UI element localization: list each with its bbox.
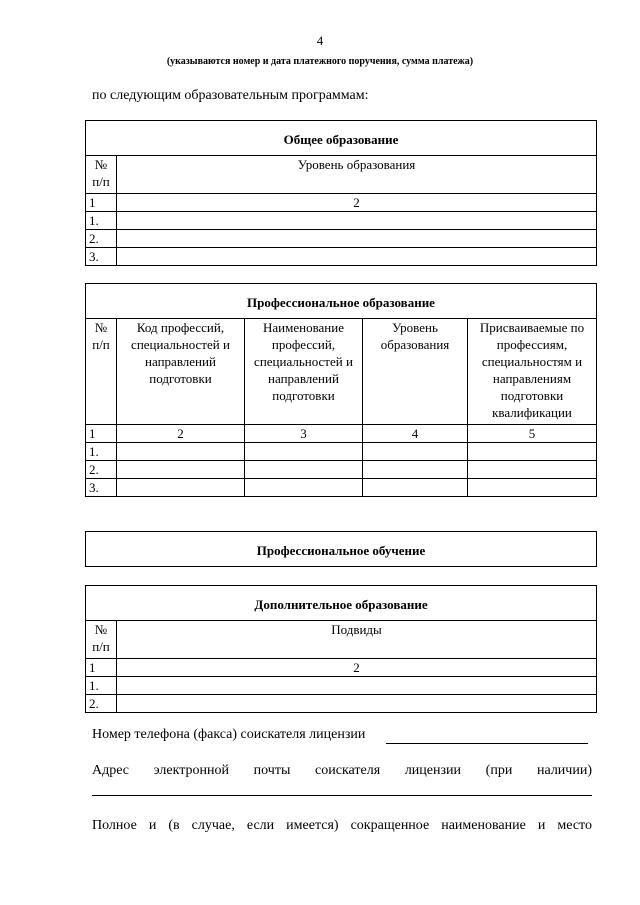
fullname-word: наименование: [441, 818, 526, 833]
fullname-word: имеется): [286, 818, 339, 833]
col-level-header: Уровень образования: [117, 156, 597, 194]
index-cell: 1: [86, 425, 117, 443]
col-subtypes-header: Подвиды: [117, 621, 597, 659]
table-cell[interactable]: [117, 443, 245, 461]
table-cell[interactable]: [117, 230, 597, 248]
index-cell: 1: [86, 659, 117, 677]
index-cell: 1: [86, 194, 117, 212]
professional-education-title: Профессиональное образование: [86, 284, 597, 319]
col-name-header: Наименование профессий, специальностей и направлений подготовки: [245, 319, 363, 425]
index-cell: 2: [117, 425, 245, 443]
email-word: электронной: [153, 763, 230, 778]
table-cell[interactable]: [245, 443, 363, 461]
email-word: наличии): [536, 763, 592, 778]
professional-training-table: [85, 531, 597, 567]
email-word: почты: [253, 763, 291, 778]
table-cell[interactable]: [245, 461, 363, 479]
index-cell: 5: [468, 425, 597, 443]
table-cell[interactable]: [468, 461, 597, 479]
row-number: 3.: [86, 479, 117, 497]
fullname-label-row: [92, 818, 592, 834]
index-cell: 2: [117, 659, 597, 677]
fullname-word: и: [148, 818, 157, 833]
professional-education-table: [85, 283, 597, 497]
intro-text: по следующим образовательным программам:: [92, 88, 369, 103]
index-cell: 3: [245, 425, 363, 443]
col-number-header: № п/п: [86, 319, 117, 425]
col-qualification-header: Присваиваемые по профессиям, специальностям и направлениям подготовки квалификации: [468, 319, 597, 425]
email-word: лицензии: [404, 763, 462, 778]
fullname-word: случае,: [191, 818, 235, 833]
table-cell[interactable]: [363, 479, 468, 497]
fullname-word: (в: [168, 818, 180, 833]
table-cell[interactable]: [117, 461, 245, 479]
email-field[interactable]: [92, 779, 592, 796]
col-code-header: Код профессий, специальностей и направлений подготовки: [117, 319, 245, 425]
index-cell: 4: [363, 425, 468, 443]
table-cell[interactable]: [117, 677, 597, 695]
col-number-header: № п/п: [86, 156, 117, 194]
table-cell[interactable]: [363, 461, 468, 479]
col-number-header: № п/п: [86, 621, 117, 659]
fullname-word: Полное: [92, 818, 137, 833]
table-cell[interactable]: [117, 212, 597, 230]
table-cell[interactable]: [117, 248, 597, 266]
general-education-table: [85, 120, 597, 266]
row-number: 1.: [86, 212, 117, 230]
fullname-word: и: [537, 818, 546, 833]
table-cell[interactable]: [117, 695, 597, 713]
row-number: 2.: [86, 230, 117, 248]
row-number: 1.: [86, 677, 117, 695]
additional-education-table: [85, 585, 597, 713]
table-cell[interactable]: [117, 479, 245, 497]
row-number: 2.: [86, 461, 117, 479]
payment-note: (указываются номер и дата платежного поручения, сумма платежа): [166, 56, 474, 67]
table-cell[interactable]: [245, 479, 363, 497]
email-word: соискателя: [315, 763, 381, 778]
email-label-row: [92, 763, 592, 779]
fullname-word: сокращенное: [350, 818, 430, 833]
row-number: 1.: [86, 443, 117, 461]
table-cell[interactable]: [468, 479, 597, 497]
fullname-word: если: [246, 818, 275, 833]
page-number: 4: [316, 33, 324, 48]
fullname-word: место: [557, 818, 592, 833]
professional-training-title: Профессиональное обучение: [86, 532, 597, 567]
row-number: 2.: [86, 695, 117, 713]
additional-education-title: Дополнительное образование: [86, 586, 597, 621]
row-number: 3.: [86, 248, 117, 266]
col-level-header: Уровень образования: [363, 319, 468, 425]
index-cell: 2: [117, 194, 597, 212]
general-education-title: Общее образование: [86, 121, 597, 156]
email-word: (при: [485, 763, 513, 778]
phone-label: Номер телефона (факса) соискателя лицензии: [92, 727, 366, 742]
phone-field[interactable]: [386, 727, 588, 744]
table-cell[interactable]: [363, 443, 468, 461]
email-word: Адрес: [92, 763, 130, 778]
table-cell[interactable]: [468, 443, 597, 461]
